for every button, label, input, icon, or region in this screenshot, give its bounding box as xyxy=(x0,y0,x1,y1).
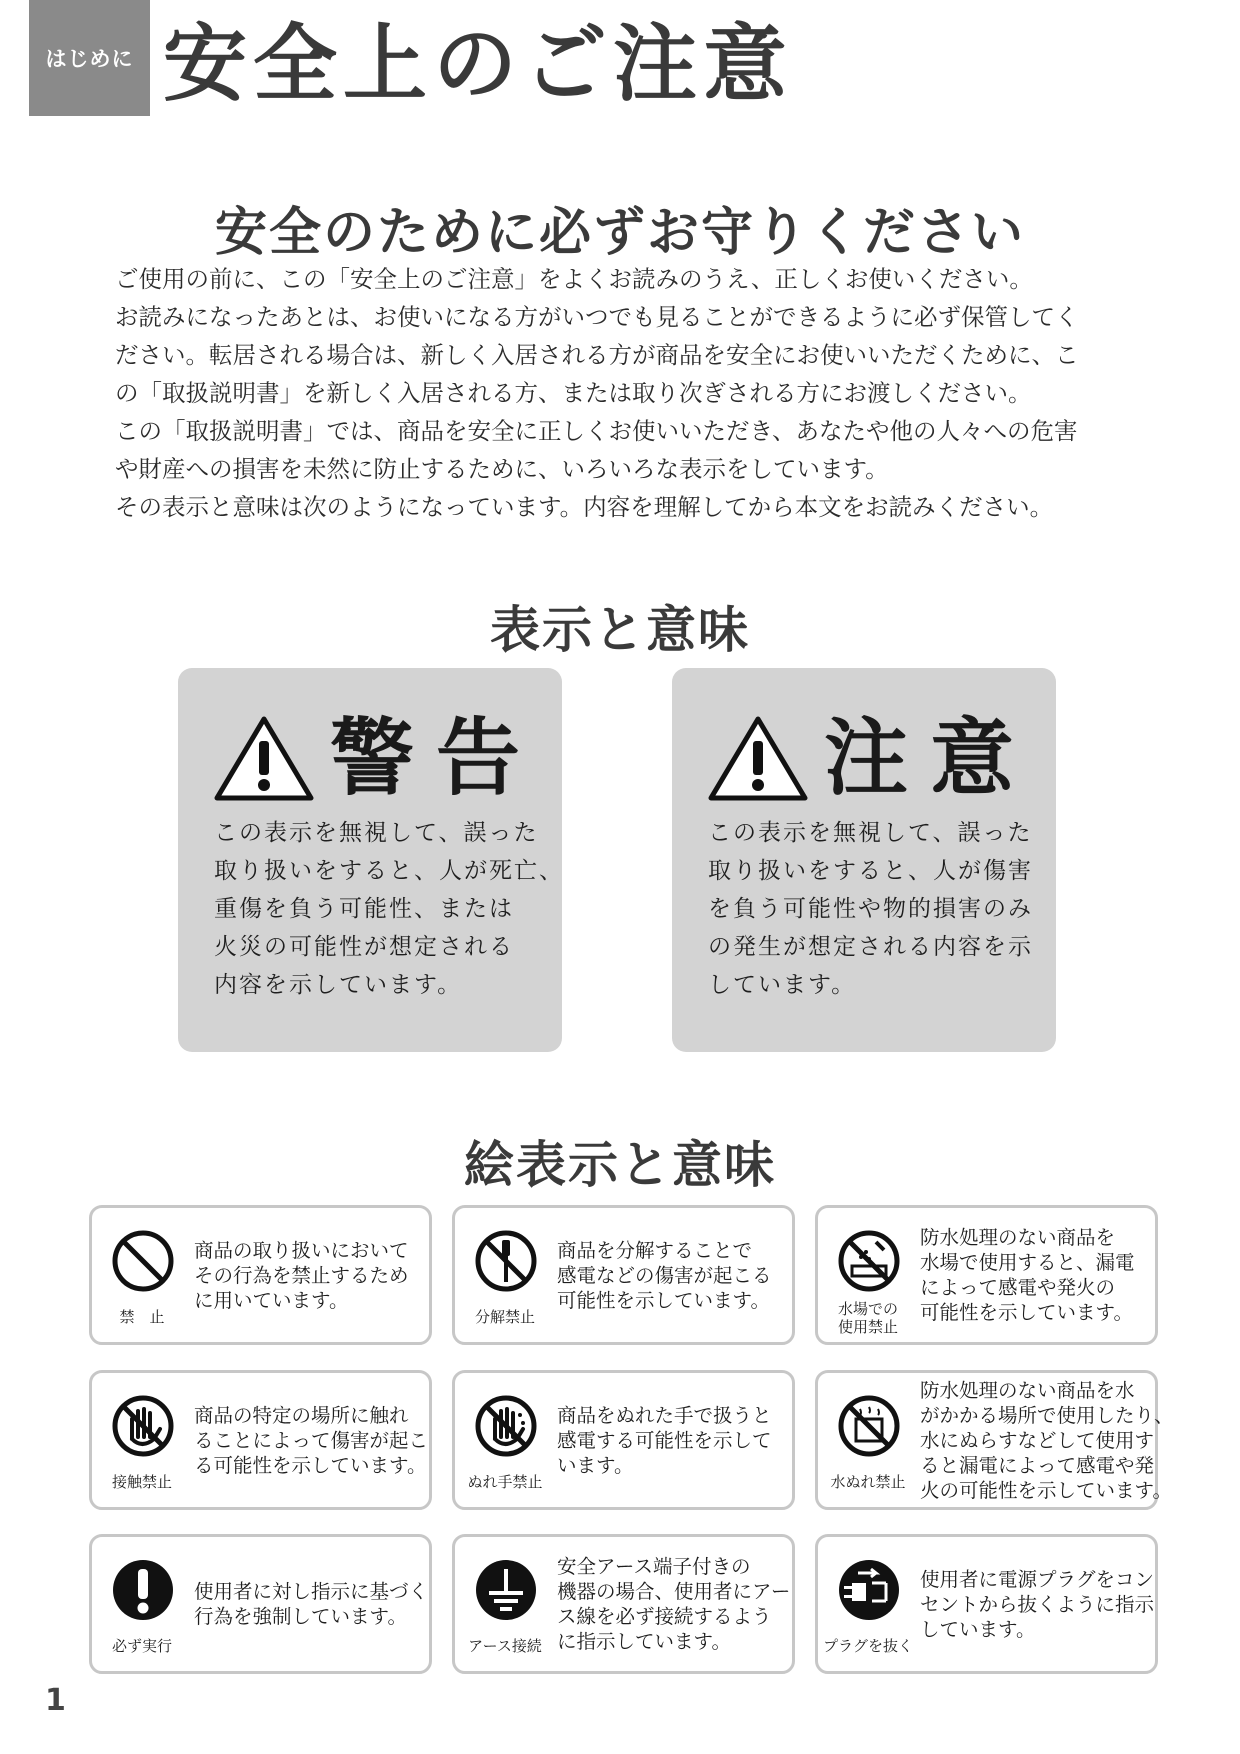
no-disassembly-icon xyxy=(473,1228,539,1294)
text-line: 商品をぬれた手で扱うと xyxy=(557,1404,772,1427)
caution-box xyxy=(672,668,1056,1052)
pictograms-heading: 絵表示と意味 xyxy=(464,1136,776,1194)
pictogram-card xyxy=(815,1370,1174,1510)
pictogram-description xyxy=(920,1567,1155,1642)
pictogram-description xyxy=(557,1554,791,1654)
text-line: ることによって傷害が起こ xyxy=(194,1429,429,1452)
intro-text xyxy=(115,260,1145,526)
text-line: 行為を強制しています。 xyxy=(194,1605,407,1628)
pictogram-caption xyxy=(92,1308,192,1326)
pictogram-description xyxy=(920,1225,1150,1325)
text-line: 商品の取り扱いにおいて xyxy=(194,1239,409,1262)
pictogram-description xyxy=(557,1403,787,1478)
pictogram-caption xyxy=(92,1473,192,1491)
pictogram-caption xyxy=(92,1637,192,1655)
warning-label: 警告 xyxy=(330,709,543,807)
intro-line: この「取扱説明書」では、商品を安全に正しくお使いいただき、あなたや他の人々への危害 xyxy=(115,417,1078,445)
caption-line: アース接続 xyxy=(468,1637,542,1655)
text-line: がかかる場所で使用したり、 xyxy=(920,1404,1174,1427)
text-line: の発生が想定される内容を示 xyxy=(708,934,1033,960)
no-wet-hands-icon xyxy=(473,1393,539,1459)
text-line: ス線を必ず接続するよう xyxy=(557,1605,772,1628)
text-line: セントから抜くように指示 xyxy=(920,1593,1155,1616)
caption-line: 禁 止 xyxy=(119,1308,165,1326)
text-line: に指示しています。 xyxy=(557,1630,731,1653)
text-line: 取り扱いをすると、人が死亡、 xyxy=(214,858,564,884)
pictogram-card xyxy=(89,1205,432,1345)
text-line: 商品を分解することで xyxy=(557,1239,753,1262)
pictogram-card xyxy=(452,1205,795,1345)
pictogram-description xyxy=(194,1579,429,1629)
text-line: ると漏電によって感電や発 xyxy=(920,1454,1155,1477)
text-line: 商品の特定の場所に触れ xyxy=(194,1404,409,1427)
warning-triangle-icon xyxy=(708,715,808,801)
pictogram-caption xyxy=(455,1637,555,1655)
text-line: る可能性を示しています。 xyxy=(194,1454,427,1477)
mandatory-action-icon xyxy=(110,1557,176,1623)
pictogram-description xyxy=(557,1238,787,1313)
text-line: 重傷を負う可能性、または xyxy=(214,896,514,922)
intro-line: ださい。転居される場合は、新しく入居される方が商品を安全にお使いいただくために、こ xyxy=(115,341,1079,369)
earth-connection-icon xyxy=(473,1557,539,1623)
no-use-in-wet-area-icon xyxy=(836,1228,902,1294)
caption-line: 水ぬれ禁止 xyxy=(830,1473,906,1491)
pictogram-caption xyxy=(455,1308,555,1326)
text-line: を負う可能性や物的損害のみ xyxy=(708,896,1033,922)
pictogram-card xyxy=(89,1534,432,1674)
text-line: その行為を禁止するため xyxy=(194,1264,409,1287)
intro-line: の「取扱説明書」を新しく入居される方、または取り次ぎされる方にお渡しください。 xyxy=(115,379,1032,407)
pictogram-caption xyxy=(455,1473,555,1491)
text-line: 火の可能性を示しています。 xyxy=(920,1479,1172,1502)
text-line: 使用者に電源プラグをコン xyxy=(920,1568,1155,1591)
text-line: 水にぬらすなどして使用す xyxy=(920,1429,1155,1452)
text-line: 感電などの傷害が起こる xyxy=(557,1264,772,1287)
caution-description xyxy=(708,814,1038,1004)
caption-line: 接触禁止 xyxy=(111,1473,172,1491)
text-line: しています。 xyxy=(920,1618,1036,1641)
text-line: 安全アース端子付きの xyxy=(557,1555,751,1578)
caption-line: 必ず実行 xyxy=(111,1637,172,1655)
text-line: 水場で使用すると、漏電 xyxy=(920,1251,1135,1274)
text-line: 可能性を示しています。 xyxy=(557,1289,770,1312)
pictogram-card xyxy=(815,1534,1158,1674)
pictogram-description xyxy=(920,1378,1174,1503)
section-tag: はじめに xyxy=(29,0,150,116)
pictogram-description xyxy=(194,1403,429,1478)
pictogram-caption xyxy=(818,1473,918,1491)
no-touch-icon xyxy=(110,1393,176,1459)
caption-line: 水場での xyxy=(837,1300,898,1318)
text-line: 使用者に対し指示に基づく xyxy=(194,1580,429,1603)
intro-line: ご使用の前に、この「安全上のご注意」をよくお読みのうえ、正しくお使いください。 xyxy=(115,265,1033,293)
text-line: 機器の場合、使用者にアー xyxy=(557,1580,791,1603)
pictogram-caption xyxy=(818,1300,918,1336)
text-line: 感電する可能性を示して xyxy=(557,1429,772,1452)
text-line: 取り扱いをすると、人が傷害 xyxy=(708,858,1033,884)
text-line: によって感電や発火の xyxy=(920,1276,1116,1299)
intro-line: お読みになったあとは、お使いになる方がいつでも見ることができるように必ず保管してく xyxy=(115,303,1079,331)
text-line: 可能性を示しています。 xyxy=(920,1301,1133,1324)
page-number: 1 xyxy=(45,1683,66,1718)
intro-line: や財産への損害を未然に防止するために、いろいろな表示をしています。 xyxy=(115,455,889,483)
pictogram-description xyxy=(194,1238,424,1313)
intro-heading: 安全のために必ずお守りください xyxy=(214,203,1025,263)
text-line: います。 xyxy=(557,1454,634,1477)
unplug-icon xyxy=(836,1557,902,1623)
page-title: 安全上のご注意 xyxy=(163,15,794,113)
text-line: に用いています。 xyxy=(194,1289,349,1312)
signal-words-heading: 表示と意味 xyxy=(490,601,750,659)
text-line: 防水処理のない商品を xyxy=(920,1226,1116,1249)
pictogram-card xyxy=(452,1370,795,1510)
intro-line: その表示と意味は次のようになっています。内容を理解してから本文をお読みください。 xyxy=(115,493,1054,521)
text-line: この表示を無視して、誤った xyxy=(708,820,1033,846)
text-line: 防水処理のない商品を水 xyxy=(920,1379,1135,1402)
warning-triangle-icon xyxy=(214,715,314,801)
warning-description xyxy=(214,814,564,1004)
caption-line: プラグを抜く xyxy=(822,1637,913,1655)
prohibition-icon xyxy=(110,1228,176,1294)
text-line: この表示を無視して、誤った xyxy=(214,820,539,846)
warning-box xyxy=(178,668,562,1052)
text-line: 火災の可能性が想定される xyxy=(214,934,514,960)
text-line: 内容を示しています。 xyxy=(214,972,463,998)
pictogram-caption xyxy=(818,1637,918,1655)
no-water-splash-icon xyxy=(836,1393,902,1459)
caption-line: 使用禁止 xyxy=(837,1318,898,1336)
caution-label: 注意 xyxy=(824,709,1037,807)
caption-line: ぬれ手禁止 xyxy=(467,1473,543,1491)
pictogram-card xyxy=(452,1534,795,1674)
pictogram-card xyxy=(815,1205,1158,1345)
pictogram-card xyxy=(89,1370,432,1510)
caption-line: 分解禁止 xyxy=(474,1308,535,1326)
text-line: しています。 xyxy=(708,972,857,998)
